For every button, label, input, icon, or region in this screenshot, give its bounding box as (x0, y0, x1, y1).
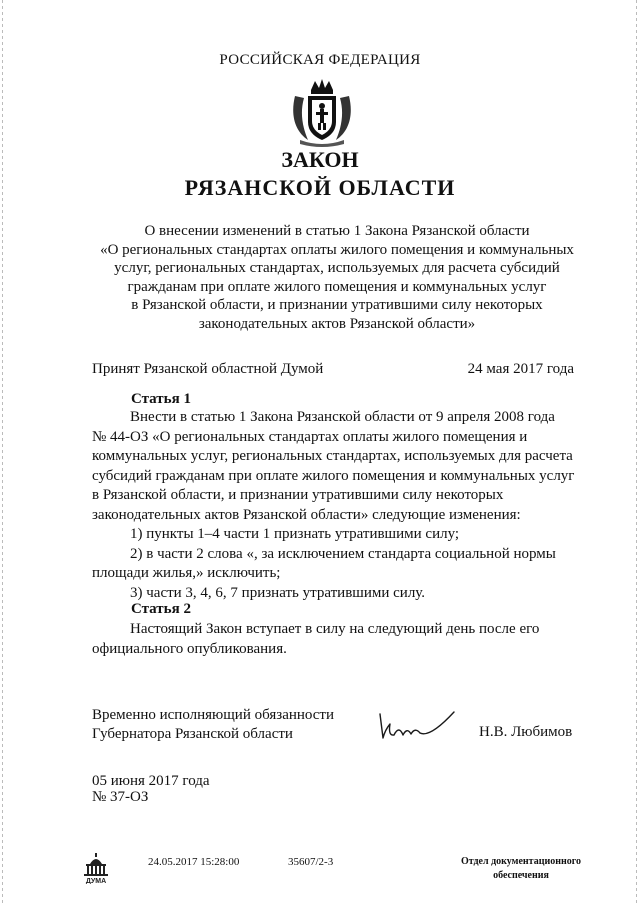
article1-line: № 44-ОЗ «О региональных стандартах оплаты жилого помещения и (92, 428, 528, 445)
article1-item: 3) части 3, 4, 6, 7 признать утратившими силу. (130, 584, 426, 601)
country-heading: РОССИЙСКАЯ ФЕДЕРАЦИЯ (219, 52, 421, 68)
article1-line: Внести в статью 1 Закона Рязанской области от 9 апреля 2008 года (130, 409, 555, 425)
department-stamp-line1: Отдел документационного (460, 856, 582, 867)
article1-line: законодательных актов Рязанской области» следующие изменения: (92, 506, 521, 523)
subject-line: услуг, региональных стандартах, используемых для расчета субсидий (114, 260, 560, 277)
law-title-line1: ЗАКОН (281, 147, 359, 172)
article1-item: площади жилья,» исключить; (92, 565, 281, 581)
article1-item: 1) пункты 1–4 части 1 признать утратившими силу; (130, 526, 460, 542)
subject-line: в Рязанской области, и признании утратившими силу некоторых (131, 297, 543, 314)
department-stamp-line2: обеспечения (493, 870, 549, 881)
article2-line: официального опубликования. (92, 640, 287, 657)
subject-line: «О региональных стандартах оплаты жилого помещения и коммунальных (100, 241, 574, 258)
duma-logo-text: ДУМА (85, 878, 107, 884)
article1-line: в Рязанской области, и признании утратившими силу некоторых (92, 487, 504, 503)
scan-edge-left (2, 0, 3, 905)
department-stamp (446, 855, 596, 883)
article1-heading: Статья 1 (131, 391, 191, 407)
article1-line: коммунальных услуг, региональных стандартах, используемых для расчета (92, 448, 573, 464)
article1-body (92, 408, 582, 603)
registration-stamp-datetime: 24.05.2017 15:28:00 (148, 856, 240, 868)
ryazan-coat-of-arms-icon (290, 78, 354, 148)
registration-stamp-number: 35607/2-3 (288, 856, 334, 868)
law-subject (92, 222, 582, 334)
article2-heading: Статья 2 (131, 601, 191, 617)
law-title (0, 146, 640, 202)
subject-line: О внесении изменений в статью 1 Закона Рязанской области (144, 223, 530, 239)
subject-line: гражданам при оплате жилого помещения и коммунальных услуг (127, 278, 547, 295)
signing-info (92, 773, 210, 805)
duma-building-icon (80, 852, 112, 884)
article1-item: 2) в части 2 слова «, за исключением стандарта социальной нормы (130, 545, 556, 562)
signing-date: 05 июня 2017 года (92, 773, 210, 789)
adopted-by: Принят Рязанской областной Думой (92, 361, 324, 377)
law-title-line2: РЯЗАНСКОЙ ОБЛАСТИ (184, 175, 456, 200)
article2-line: Настоящий Закон вступает в силу на следующий день после его (130, 621, 540, 637)
signatory-position (92, 706, 334, 744)
article2-body (92, 620, 582, 659)
signatory-position-line2: Губернатора Рязанской области (92, 726, 293, 742)
law-number: № 37-ОЗ (92, 789, 149, 805)
adopted-date: 24 мая 2017 года (467, 361, 574, 377)
subject-line: законодательных актов Рязанской области» (198, 315, 476, 332)
scan-edge-right (636, 0, 637, 905)
signatory-position-line1: Временно исполняющий обязанности (92, 707, 335, 723)
handwritten-signature (374, 708, 458, 744)
signatory-name: Н.В. Любимов (479, 724, 573, 740)
article1-line: субсидий гражданам при оплате жилого помещения и коммунальных услуг (92, 467, 575, 484)
